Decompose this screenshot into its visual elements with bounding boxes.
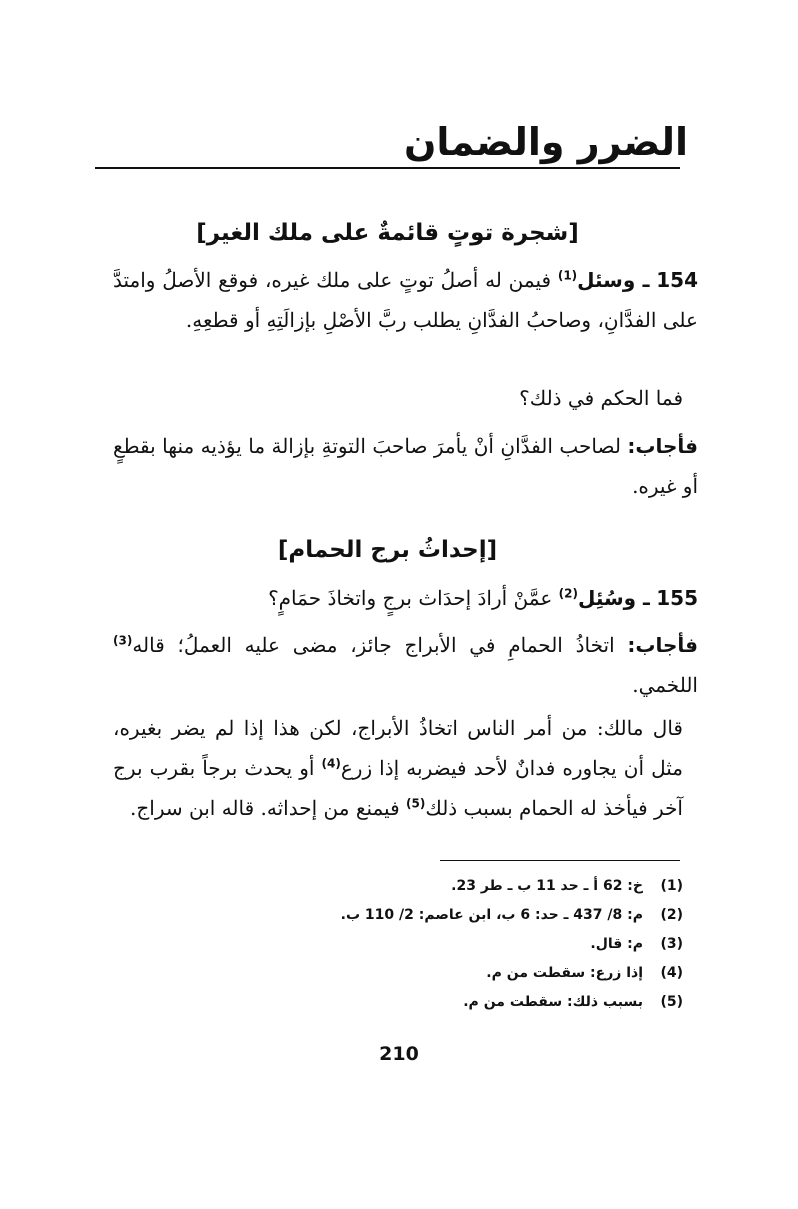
quote-text-cont: أو يحدث برجاً بقرب برج آخر فيأخذ له الحمام بسبب ذلك bbox=[113, 756, 683, 820]
quote-text-end: فيمنع من إحداثه. قاله ابن سراج. bbox=[130, 796, 407, 820]
question-text: عمَّنْ أرادَ إحدَاث برجٍ واتخاذَ حمَامٍ؟ bbox=[268, 586, 559, 610]
footnote-text: م: 8/ 437 ـ حد: 6 ب، ابن عاصم: 2/ 110 ب. bbox=[340, 907, 643, 923]
footnote bbox=[163, 988, 683, 1017]
footnote-ref: (4) bbox=[321, 756, 341, 771]
answer-label: فأجاب: bbox=[627, 434, 698, 458]
footnote-rule bbox=[440, 860, 680, 861]
running-head: الضرر والضمان bbox=[403, 120, 688, 164]
footnote-text: م: قال. bbox=[590, 936, 643, 952]
answer-text: لصاحب الفدَّانِ أنْ يأمرَ صاحبَ التوتةِ بإزالة ما يؤذيه منها بقطعٍ أو غيره. bbox=[113, 434, 698, 498]
malik-quote bbox=[113, 708, 683, 828]
footnote bbox=[163, 901, 683, 930]
entry-number: 155 bbox=[656, 586, 698, 610]
footnote-text: خ: 62 أ ـ حد 11 ب ـ طر 23. bbox=[451, 878, 643, 894]
section-title-154: [شجرة توتٍ قائمةٌ على ملك الغير] bbox=[196, 220, 579, 246]
footnote-ref: (1) bbox=[557, 268, 578, 283]
question-154 bbox=[113, 260, 698, 340]
entry-number: 154 bbox=[656, 268, 699, 292]
footnote-ref: (2) bbox=[558, 586, 578, 601]
question-label: ـ وسُئِل bbox=[577, 586, 650, 610]
header-rule bbox=[95, 167, 680, 169]
answer-text-cont: اللخمي. bbox=[632, 673, 698, 697]
footnote-text: إذا زرع: سقطت من م. bbox=[486, 965, 643, 981]
footnote-mark: (2) bbox=[660, 907, 683, 923]
question-text: فيمن له أصلُ توتٍ على ملك غيره، فوقع الأصلُ وامتدَّ على الفدَّانِ، وصاحبُ الفدَّانِ يطلب ربَّ الأصْلِ بإزالَتِهِ أو قطعِهِ. bbox=[113, 268, 698, 332]
footnote-ref: (3) bbox=[113, 633, 133, 648]
question-155 bbox=[113, 578, 698, 618]
footnote bbox=[163, 872, 683, 901]
footnote-mark: (1) bbox=[660, 878, 683, 894]
footnote-mark: (3) bbox=[660, 936, 683, 952]
question-ask-154: فما الحكم في ذلك؟ bbox=[519, 386, 683, 410]
footnote bbox=[163, 959, 683, 988]
footnote-mark: (4) bbox=[660, 965, 683, 981]
answer-label: فأجاب: bbox=[627, 633, 699, 657]
answer-154 bbox=[113, 426, 698, 506]
footnote-ref: (5) bbox=[406, 796, 426, 811]
quote-text: قال مالك: من أمر الناس اتخاذُ الأبراج، لكن هذا إذا لم يضر بغيره، مثل أن يجاوره فدانٌ لأحد فيضربه إذا زرع bbox=[113, 716, 684, 780]
question-label: ـ وسئل bbox=[577, 268, 650, 292]
footnote bbox=[163, 930, 683, 959]
footnote-mark: (5) bbox=[660, 994, 683, 1010]
footnote-text: بسبب ذلك: سقطت من م. bbox=[463, 994, 643, 1010]
section-title-155: [إحداثُ برج الحمام] bbox=[277, 537, 498, 563]
footnotes bbox=[163, 872, 683, 1017]
answer-text: اتخاذُ الحمامِ في الأبراج جائز، مضى عليه العملُ؛ قاله bbox=[132, 633, 628, 657]
answer-155 bbox=[113, 625, 698, 705]
page-number: 210 bbox=[379, 1043, 419, 1065]
